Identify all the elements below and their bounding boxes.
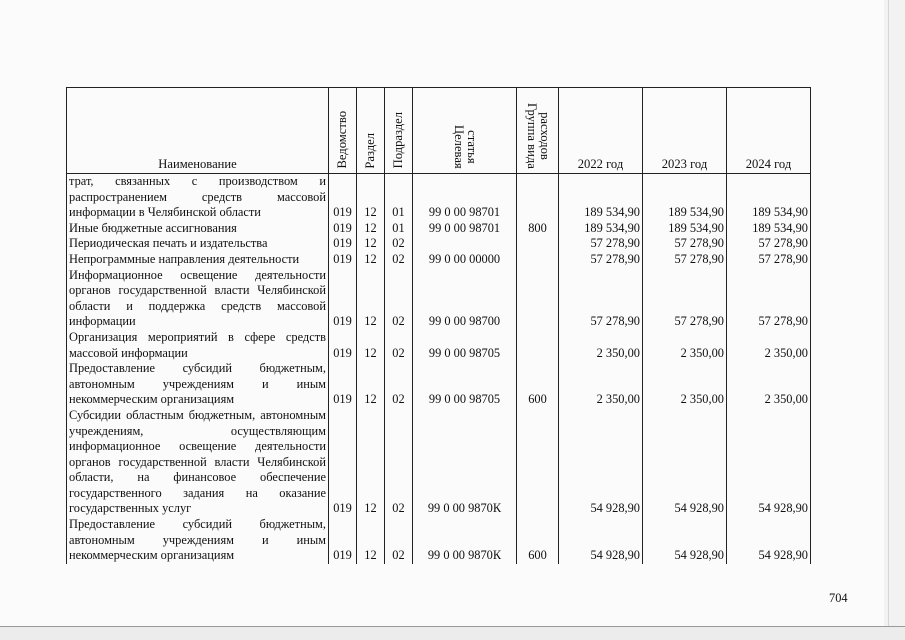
row-amount-2023: 2 350,00 [643,330,727,361]
row-razdel: 12 [357,361,385,408]
row-razdel: 12 [357,221,385,237]
row-amount-2024: 57 278,90 [727,236,811,252]
row-podrazdel: 02 [385,236,413,252]
row-amount-2024: 54 928,90 [727,408,811,517]
header-podrazdel: Подраздел [385,88,413,174]
row-amount-2022: 57 278,90 [559,268,643,330]
row-amount-2023: 57 278,90 [643,268,727,330]
row-amount-2024: 2 350,00 [727,361,811,408]
row-celevaya-statya: 99 0 00 98705 [413,330,517,361]
row-podrazdel: 02 [385,517,413,564]
header-vedomstvo: Ведомство [329,88,357,174]
row-amount-2024: 57 278,90 [727,252,811,268]
header-year-2023: 2023 год [643,88,727,174]
table-row [67,174,811,221]
row-amount-2023: 57 278,90 [643,252,727,268]
table-row [67,221,811,237]
scan-bottom-band [0,626,905,640]
row-name: Организация мероприятий в сфере средств массовой информации [67,330,329,361]
header-year-2022: 2022 год [559,88,643,174]
table-header [67,88,811,174]
row-gruppa [517,330,559,361]
row-podrazdel: 01 [385,221,413,237]
scan-edge-line [888,0,889,640]
row-razdel: 12 [357,174,385,221]
row-amount-2024: 189 534,90 [727,174,811,221]
row-podrazdel: 02 [385,361,413,408]
row-name: Непрограммные направления деятельности [67,252,329,268]
scan-bottom-line [0,626,905,627]
row-amount-2022: 54 928,90 [559,408,643,517]
row-gruppa: 800 [517,221,559,237]
row-gruppa [517,408,559,517]
row-name: Предоставление субсидий бюджетным, автономным учреждениям и иным некоммерческим организациям [67,361,329,408]
row-amount-2023: 189 534,90 [643,221,727,237]
row-podrazdel: 02 [385,268,413,330]
row-amount-2022: 57 278,90 [559,252,643,268]
row-vedomstvo: 019 [329,252,357,268]
row-vedomstvo: 019 [329,361,357,408]
row-podrazdel: 02 [385,408,413,517]
row-amount-2023: 54 928,90 [643,517,727,564]
row-name: Информационное освещение деятельности органов государственной власти Челябинской области и поддержка средств массовой информации [67,268,329,330]
row-vedomstvo: 019 [329,408,357,517]
row-vedomstvo: 019 [329,330,357,361]
row-razdel: 12 [357,517,385,564]
row-razdel: 12 [357,408,385,517]
row-celevaya-statya: 99 0 00 00000 [413,252,517,268]
row-amount-2023: 57 278,90 [643,236,727,252]
row-celevaya-statya: 99 0 00 9870К [413,408,517,517]
table-row [67,236,811,252]
row-amount-2024: 189 534,90 [727,221,811,237]
page-number: 704 [829,591,848,605]
row-razdel: 12 [357,236,385,252]
row-podrazdel: 01 [385,174,413,221]
row-vedomstvo: 019 [329,174,357,221]
table-row [67,252,811,268]
row-vedomstvo: 019 [329,236,357,252]
row-gruppa [517,252,559,268]
budget-table [66,87,811,564]
row-razdel: 12 [357,330,385,361]
table-body [67,174,811,564]
header-year-2024: 2024 год [727,88,811,174]
table-row [67,517,811,564]
row-gruppa [517,268,559,330]
row-amount-2022: 2 350,00 [559,330,643,361]
row-podrazdel: 02 [385,330,413,361]
row-amount-2024: 54 928,90 [727,517,811,564]
header-name: Наименование [67,88,329,174]
header-razdel: Раздел [357,88,385,174]
row-amount-2023: 2 350,00 [643,361,727,408]
row-amount-2022: 57 278,90 [559,236,643,252]
row-gruppa: 600 [517,517,559,564]
table-row [67,361,811,408]
row-amount-2024: 2 350,00 [727,330,811,361]
row-celevaya-statya: 99 0 00 98701 [413,174,517,221]
row-gruppa: 600 [517,361,559,408]
row-amount-2023: 189 534,90 [643,174,727,221]
row-amount-2022: 189 534,90 [559,221,643,237]
table-row [67,268,811,330]
header-gruppa-vida-raskhodov: Группа вида расходов [517,88,559,174]
row-amount-2022: 189 534,90 [559,174,643,221]
row-celevaya-statya: 99 0 00 9870К [413,517,517,564]
row-razdel: 12 [357,268,385,330]
row-celevaya-statya [413,236,517,252]
row-name: трат, связанных с производством и распространением средств массовой информации в Челябинской области [67,174,329,221]
row-gruppa [517,236,559,252]
row-celevaya-statya: 99 0 00 98700 [413,268,517,330]
row-podrazdel: 02 [385,252,413,268]
header-celevaya-statya: Целевая статья [413,88,517,174]
table-row [67,330,811,361]
table-row [67,408,811,517]
row-celevaya-statya: 99 0 00 98705 [413,361,517,408]
row-vedomstvo: 019 [329,517,357,564]
row-amount-2023: 54 928,90 [643,408,727,517]
row-name: Иные бюджетные ассигнования [67,221,329,237]
row-amount-2022: 54 928,90 [559,517,643,564]
row-vedomstvo: 019 [329,221,357,237]
row-vedomstvo: 019 [329,268,357,330]
row-name: Субсидии областным бюджетным, автономным учреждениям, осуществляющим информационное освещение деятельности органов государственной власти Челябинской области, на финансовое обеспечение государственного задания на оказание государственных услуг [67,408,329,517]
row-razdel: 12 [357,252,385,268]
row-amount-2022: 2 350,00 [559,361,643,408]
row-name: Предоставление субсидий бюджетным, автономным учреждениям и иным некоммерческим организациям [67,517,329,564]
row-celevaya-statya: 99 0 00 98701 [413,221,517,237]
row-gruppa [517,174,559,221]
row-name: Периодическая печать и издательства [67,236,329,252]
row-amount-2024: 57 278,90 [727,268,811,330]
